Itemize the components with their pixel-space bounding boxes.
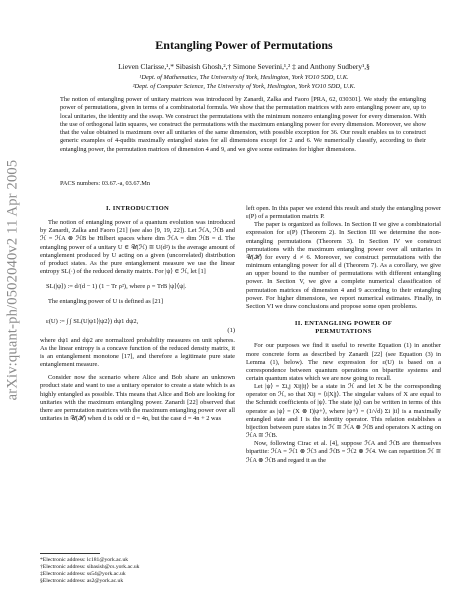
arxiv-sidebar xyxy=(2,70,24,490)
section-heading-entangling-power-1: II. ENTANGLING POWER OF xyxy=(294,320,393,328)
arxiv-id: arXiv:quant-ph/0502040v2 11 Apr 2005 xyxy=(4,159,21,401)
right-paragraph-2: The paper is organized as follows. In Section II we give a combinatorial expression for ε(P) (Theorem 2). In Section III we determine the non-entangling permutations (Theorem 3). In Section IV we construct permutations with the maximum entangling power over all unitaries in 𝒰(ℋ) for every d ≠ 6. Moreover, we construct permutations with the minimum entangling power for all d (Theorem 7). As a corollary, we give an upper bound to the number of permutations with different entangling power. In Section V, we give a complete numerical classification of permutation matrices of dimension 4 and 9 according to their entangling power. For higher dimensions, we report numerical estimates. Finally, in Section VI we draw conclusions and propose some open problems. xyxy=(246,221,441,310)
affiliation-2: ²Dept. of Computer Science, The University of York, Heslington, York YO10 5DD, U.K. xyxy=(132,83,356,90)
right-paragraph-5: Now, following Cirac et al. [4], suppose ℋA and ℋB are themselves bipartite: ℋA = ℋ1 ⊗ ℋ3 and ℋB = ℋ2 ⊗ ℋ4. We can repartition ℋ ≅ ℋA ⊗ ℋB and regard it as the xyxy=(246,440,441,464)
footnote-email-4: §Electronic address: as2@york.ac.uk xyxy=(40,578,124,584)
intro-paragraph-2: The entangling power of U is defined as [21] xyxy=(48,298,163,306)
footnote-email-3: ‡Electronic address: ss54@york.ac.uk xyxy=(40,571,126,577)
section-heading-introduction: I. INTRODUCTION xyxy=(105,205,170,212)
abstract: The notion of entangling power of unitary matrices was introduced by Zanardi, Zalka and Faoro [PRA, 62, 030301]. We study the entangling power of permutations, given in terms of a combinatorial formula. We show that the permutation matrices with zero entangling power are, up to local unitaries, the identity and the swap. We construct the permutations with the minimum nonzero entangling power for every dimension. With the use of orthogonal latin squares, we construct the permutations with the maximum entangling power for every dimension. Moreover, we show that the value obtained is maximum over all unitaries of the same dimension, with possible exception for 36. Our result enables us to construct generic examples of 4-qudits maximally entangled states for all dimensions except for 2 and 6. We numerically classify, according to their entangling power, the permutation matrices of dimension 4 and 9, and we give some estimates for higher dimensions. xyxy=(60,96,426,153)
right-paragraph-3: For our purposes we find it useful to rewrite Equation (1) in another more concrete form as described by Zanardi [22] (see Equation (3) in Lemma (1), below). The new expression for ε(U) is based on a correspondence between quantum operations on bipartite systems and certain quantum states which we are now going to recall. xyxy=(246,342,441,382)
right-paragraph-4: Let |ψ⟩ = Σi,j Xij|ij⟩ be a state in ℋ and let X be the corresponding operator on ℋ, so that Xij = ⟨i|X|j⟩. The singular values of X are equal to the Schmidt coefficients of |ψ⟩. The state |ψ⟩ can be written in terms of this operator as |ψ⟩ = (X ⊗ I)|ψ+⟩, where |ψ+⟩ = (1/√d) Σi |ii⟩ is a maximally entangled state and I is the identity operator. This relation establishes a bijection between pure states in ℋ ≅ ℋA ⊗ ℋB and operators X acting on ℋA ≅ ℋB. xyxy=(246,383,441,440)
footnote-email-2: †Electronic address: sibasish@cs.york.ac.uk xyxy=(40,564,140,570)
equation-entangling-power-block xyxy=(40,315,235,334)
right-paragraph-1: left open. In this paper we extend this result and study the entangling power ε(P) of a permutation matrix P. xyxy=(246,205,441,221)
intro-paragraph-3: where dψ1 and dψ2 are normalized probability measures on unit spheres. As the linear entropy is a concave function of the reduced density matrix, it is an entanglement monotone [17], and therefore a legitimate pure state entanglement measure. xyxy=(40,336,235,369)
author-list: Lieven Clarisse,¹,* Sibasish Ghosh,²,† Simone Severini,¹,² ‡ and Anthony Sudbery¹,§ xyxy=(118,62,370,71)
footnote-email-1: *Electronic address: lc181@york.ac.uk xyxy=(40,557,129,563)
footnotes xyxy=(40,557,235,585)
intro-paragraph-4: Consider now the scenario where Alice and Bob share an unknown product state and want to use a unitary operator to create a state which is as highly entangled as possible. This means that Alice and Bob are looking for unitaries with the maximum entangling power. Zanardi [22] observed that there are permutation matrices with the maximum entangling power over all unitaries in 𝒰(ℋ) when d is odd or d = 4n, but the case d = 4n + 2 was xyxy=(40,374,235,422)
footnote-rule xyxy=(40,553,100,554)
right-column xyxy=(246,205,441,465)
equation-linear-entropy: SL(|ψ⟩) := d/(d − 1) (1 − Tr ρ²), where ρ = TrB |ψ⟩⟨ψ|. xyxy=(46,283,187,291)
section-heading-entangling-power-2: PERMUTATIONS xyxy=(315,328,372,336)
equation-entangling-power: ε(U) := ∫ ∫ SL(U|ψ1⟩|ψ2⟩) dψ1 dψ2, xyxy=(46,317,139,325)
affiliation-1: ¹Dept. of Mathematics, The University of York, Heslington, York YO10 5DD, U.K. xyxy=(139,74,349,81)
pacs-numbers: PACS numbers: 03.67.-a, 03.67.Mn xyxy=(60,180,151,187)
paper-title: Entangling Power of Permutations xyxy=(155,38,333,52)
intro-paragraph-1: The notion of entangling power of a quantum evolution was introduced by Zanardi, Zalka and Faoro [21] (see also [9, 19, 22]). Let ℋA, ℋB and ℋ = ℋA ⊗ ℋB be Hilbert spaces where dim ℋA = dim ℋB = d. The entangling power of a unitary U ∈ 𝒰(ℋ) ≅ U(d²) is the average amount of entanglement produced by U acting on a given (uncorrelated) distribution of product states. As the pure entanglement measure we use the linear entropy SL(·) of the reduced density matrix. For |ψ⟩ ∈ ℋ, let [1] xyxy=(40,219,235,276)
equation-number-1: (1) xyxy=(227,326,235,334)
left-column xyxy=(40,205,235,423)
